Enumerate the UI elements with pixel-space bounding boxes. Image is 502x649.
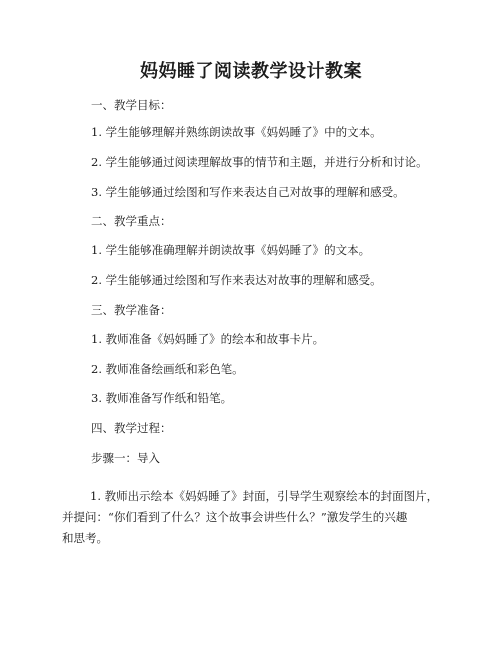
prep-item-3: 3. 教师准备写作纸和铅笔。 — [91, 391, 233, 405]
keypoint-item-2: 2. 学生能够通过绘图和写作来表达对故事的理解和感受。 — [91, 273, 382, 287]
step1-line-2: 并提问：“你们看到了什么？这个故事会讲些什么？”激发学生的兴趣 — [62, 510, 408, 524]
step1-heading: 步骤一：导入 — [91, 451, 160, 465]
goal-item-3: 3. 学生能够通过绘图和写作来表达自己对故事的理解和感受。 — [91, 185, 405, 199]
step1-line-1: 1. 教师出示绘本《妈妈睡了》封面，引导学生观察绘本的封面图片， — [90, 489, 439, 503]
goal-item-1: 1. 学生能够理解并熟练朗读故事《妈妈睡了》中的文本。 — [91, 125, 382, 139]
prep-item-2: 2. 教师准备绘画纸和彩色笔。 — [91, 362, 244, 376]
keypoints-heading: 二、教学重点： — [91, 214, 172, 228]
keypoint-item-1: 1. 学生能够准确理解并朗读故事《妈妈睡了》的文本。 — [91, 243, 371, 257]
prep-heading: 三、教学准备： — [91, 303, 172, 317]
goals-heading: 一、教学目标： — [91, 98, 172, 112]
goal-item-2: 2. 学生能够通过阅读理解故事的情节和主题，并进行分析和讨论。 — [91, 155, 428, 169]
step1-line-3: 和思考。 — [62, 531, 108, 545]
process-heading: 四、教学过程： — [91, 421, 172, 435]
document-title: 妈妈睡了阅读教学设计教案 — [140, 61, 362, 82]
prep-item-1: 1. 教师准备《妈妈睡了》的绘本和故事卡片。 — [91, 332, 325, 346]
